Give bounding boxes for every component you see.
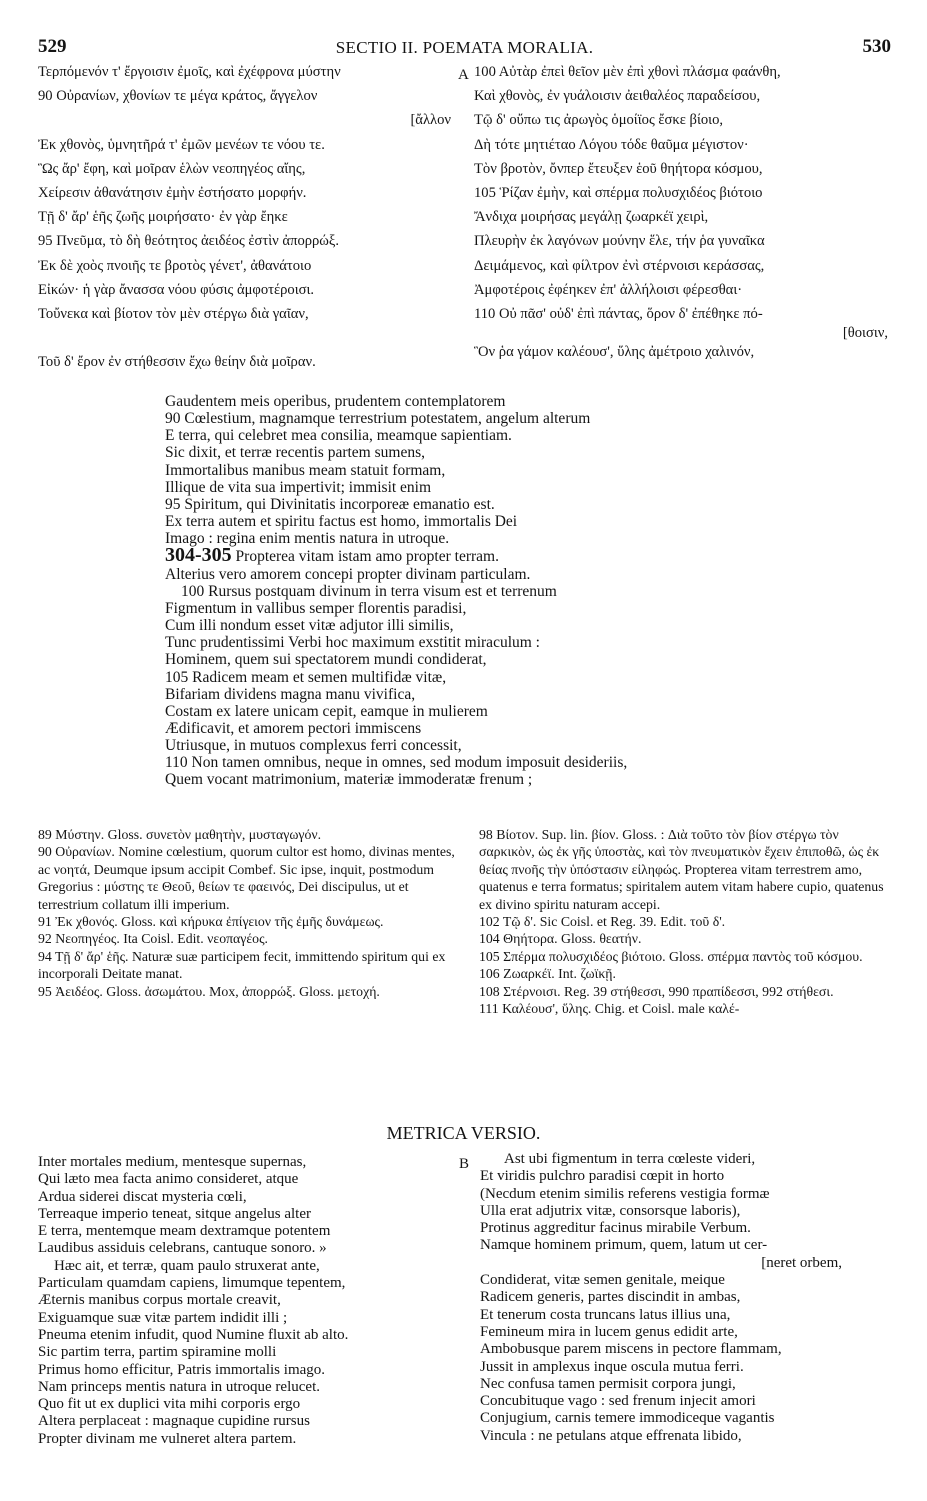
footnote: 94 Τῇ δ' ἄρ' ἑῆς. Naturæ suæ participem fecit, immittendo spiritum qui ex incorporali Deitate manat. [38, 948, 446, 982]
greek-line: Τὸν βροτὸν, ὄνπερ ἔτευξεν ἑοῦ θηήτορα κόσμου, [474, 160, 763, 177]
latin-line: Quem vocant matrimonium, materiæ immoderatæ frenum ; [165, 771, 533, 789]
page-header [38, 36, 891, 60]
greek-line: Καὶ χθονὸς, ἐν γυάλοισιν ἀειθαλέος παραδείσου, [474, 88, 761, 105]
latin-line: 105 Radicem meam et semen multifidæ vitæ, [165, 668, 447, 686]
metrical-version-right-column [480, 1151, 892, 1445]
footnote: 95 Ἀειδέος. Gloss. ἀσωμάτου. Mox, ἀπορρώξ. Gloss. μετοχή. [38, 983, 380, 999]
greek-text-left-column [38, 60, 471, 375]
verse-line: Altera perplaceat : magnaque cupidine rursus [38, 1413, 310, 1430]
footnotes-left-column [38, 826, 468, 1000]
greek-line: Εἰκών· ἡ γὰρ ἄνασσα νόου φύσις ἀμφοτέροισι. [38, 281, 315, 298]
verse-line: Jussit in amplexus inque oscula mutua ferri. [480, 1358, 744, 1375]
greek-line: Ἐκ δὲ χοὸς πνοιῆς τε βροτὸς γένετ', ἀθανάτοιο [38, 257, 312, 274]
greek-line: Τερπόμενόν τ' ἔργοισιν ἐμοῖς, καὶ ἐχέφρονα μύστην [38, 64, 341, 80]
greek-text-right-column [474, 60, 892, 364]
verse-line: Vincula : ne petulans atque effrenata libido, [480, 1427, 742, 1444]
verse-line: Primus homo efficitur, Patris immortalis imago. [38, 1361, 326, 1378]
greek-line: Τοῦ δ' ἔρον ἐν στήθεσσιν ἔχω θείην διὰ μοῖραν. [38, 354, 316, 371]
verse-line: Hæc ait, et terræ, quam paulo struxerat ante, [54, 1257, 320, 1274]
verse-line: Propter divinam me vulneret altera partem. [38, 1430, 297, 1447]
verse-line: Conjugium, carnis temere immodiceque vagantis [480, 1410, 775, 1427]
verse-line: E terra, mentemque meam dextramque potentem [38, 1223, 331, 1240]
latin-line: Sic dixit, et terræ recentis partem sumens, [165, 444, 425, 462]
footnote: 104 Θηήτορα. Gloss. θεατήν. [479, 931, 642, 947]
greek-line: Χείρεσιν ἀθανάτησιν ἐμὴν ἐστήσατο μορφήν. [38, 185, 307, 202]
verse-line: Ulla erat adjutrix vitæ, consorsque laboris), [480, 1202, 741, 1219]
greek-line: 105 Ῥίζαν ἐμὴν, καὶ σπέρμα πολυσχιδέος βιότοιο [474, 185, 763, 202]
verse-line: Protinus aggreditur facinus mirabile Verbum. [480, 1220, 751, 1237]
verse-line: Namque hominem primum, quem, latum ut cer- [480, 1237, 768, 1254]
page-number-left: 529 [38, 36, 67, 57]
footnote: 106 Ζωαρκέϊ. Int. ζωϊκῇ. [479, 966, 616, 982]
greek-line: Τῷ δ' οὔπω τις ἀρωγὸς ὁμοίϊος ἔσκε βίοιο, [474, 112, 724, 129]
greek-line: Τῇ δ' ἄρ' ἑῆς ζωῆς μοιρήσατο· ἐν γὰρ ἔηκε [38, 209, 288, 226]
footnote: 98 Βίοτον. Sup. lin. βίον. Gloss. : Διὰ τοῦτο τὸν βίον στέργω τὸν σαρκικὸν, ὡς ἐκ γῆς ὑποστὰς, καὶ τὸν πνευματικὸν ἔχειν ἐπιποθῶ, ὡς ἐκ θείας πνοῆς τὴν ὑπόστασιν εἰληφώς. Propterea vitam terrestrem amo, quatenus e terra formatus; spiritalem autem vitam habere cupio, quatenus ex divino spiritu naturam accepi. [479, 827, 884, 912]
margin-marker-a: A [458, 67, 469, 83]
latin-line: Utriusque, in mutuos complexus ferri concessit, [165, 737, 462, 755]
latin-line: E terra, qui celebret mea consilia, meamque sapientiam. [165, 427, 512, 445]
verse-line: Terreaque imperio teneat, sitque angelus alter [38, 1205, 311, 1222]
greek-line: Ἀμφοτέροις ἐφέηκεν ἐπ' ἀλλήλοισι φέρεσθαι· [474, 281, 743, 298]
footnote: 105 Σπέρμα πολυσχιδέος βιότοιο. Gloss. σπέρμα παντὸς τοῦ κόσμου. [479, 948, 863, 964]
margin-marker-b: B [459, 1156, 470, 1172]
latin-line: Tunc prudentissimi Verbi hoc maximum exstitit miraculum : [165, 634, 540, 652]
verse-line: Femineum mira in lucem genus edidit arte, [480, 1323, 738, 1340]
verse-line: Ast ubi figmentum in terra cœleste videri, [504, 1151, 756, 1167]
verse-line: Radicem generis, partes discindit in ambas, [480, 1289, 741, 1306]
footnote: 90 Οὐρανίων. Nomine cœlestium, quorum cultor est homo, divinas mentes, ac νοητά, Deumque ipsum accipit Combef. Sic ipse, inquit, postmodum Gregorius : μύστης τε Θεοῦ, θείων τε φαεινός, Dei discipulus, ut et terrestrium collatum illi imperium. [38, 844, 455, 912]
verse-line: (Necdum etenim similis referens vestigia formæ [480, 1185, 770, 1202]
verse-line: Inter mortales medium, mentesque supernas, [38, 1154, 307, 1170]
latin-line: Costam ex latere unicam cepit, eamque in mulierem [165, 702, 488, 720]
footnote: 102 Τῷ δ'. Sic Coisl. et Reg. 39. Edit. τοῦ δ'. [479, 914, 726, 930]
section-heading: METRICA VERSIO. [386, 1123, 541, 1143]
latin-line: 95 Spiritum, qui Divinitatis incorporeæ emanatio est. [165, 495, 495, 513]
latin-line: Gaudentem meis operibus, prudentem contemplatorem [165, 393, 506, 410]
latin-line: Alterius vero amorem concepi propter divinam particulam. [165, 565, 531, 583]
latin-line: Imago : regina enim mentis natura in utroque. [165, 530, 450, 548]
greek-line-blank [38, 326, 471, 350]
verse-line: Et tenerum costa truncans latus illius una, [480, 1306, 731, 1323]
page-number-right: 530 [862, 36, 891, 57]
latin-line: Illique de vita sua impertivit; immisit enim [165, 478, 432, 496]
greek-line: Πλευρὴν ἐκ λαγόνων μούνην ἕλε, τήν ῥα γυναῖκα [474, 233, 765, 250]
greek-line: Δειμάμενος, καὶ φίλτρον ἐνὶ στέρνοισι κεράσσας, [474, 257, 765, 274]
greek-line-continuation: [ἄλλον [410, 112, 451, 129]
verse-line: Qui læto mea facta animo consideret, atque [38, 1171, 299, 1188]
verse-line: Exiguamque suæ vitæ partem indidit illi ; [38, 1309, 288, 1326]
latin-line: 100 Rursus postquam divinum in terra visum est et terrenum [181, 582, 557, 600]
column-reference: 304-305 [165, 547, 232, 566]
greek-line: 90 Οὐρανίων, χθονίων τε μέγα κράτος, ἄγγελον [38, 88, 318, 105]
footnote: 91 Ἐκ χθονός. Gloss. καὶ κήρυκα ἐπίγειον τῆς ἐμῆς δυνάμεως. [38, 914, 384, 930]
greek-line-continuation: [θοισιν, [842, 326, 888, 341]
verse-line: Sic partim terra, partim spiramine molli [38, 1344, 277, 1361]
verse-line: Nam princeps mentis natura in utroque relucet. [38, 1378, 320, 1395]
footnote: 92 Νεοπηγέος. Ita Coisl. Edit. νεοπαγέος. [38, 931, 268, 947]
latin-line [165, 547, 865, 565]
running-title: SECTIO II. POEMATA MORALIA. [335, 38, 594, 57]
verse-line: Laudibus assiduis celebrans, cantuque sonoro. » [38, 1240, 327, 1257]
latin-translation [165, 393, 865, 789]
greek-line: Ἐκ χθονὸς, ὑμνητῆρά τ' ἐμῶν μενέων τε νόου τε. [38, 136, 325, 153]
greek-line: Ὃν ῥα γάμον καλέουσ', ὕλης ἀμέτροιο χαλινόν, [474, 344, 755, 361]
greek-line: 100 Αὐτὰρ ἐπεὶ θεῖον μὲν ἐπὶ χθονὶ πλάσμα φαάνθη, [474, 64, 781, 80]
footnote: 111 Καλέουσ', ὕλης. Chig. et Coisl. male καλέ- [479, 1001, 740, 1017]
verse-line: Pneuma etenim infudit, quod Numine fluxit ab alto. [38, 1326, 349, 1343]
verse-line: Particulam quamdam capiens, limumque tepentem, [38, 1275, 346, 1292]
greek-line: 110 Οὐ πᾶσ' οὐδ' ἐπὶ πάντας, ὅρον δ' ἐπέθηκε πό- [474, 306, 763, 323]
footnotes-right-column [479, 826, 891, 1017]
verse-line-continuation: [neret orbem, [761, 1254, 842, 1271]
latin-line: Ex terra autem et spiritu factus est homo, immortalis Dei [165, 513, 518, 531]
verse-line: Ardua siderei discat mysteria cœli, [38, 1188, 247, 1205]
verse-line: Et viridis pulchro paradisi cœpit in horto [480, 1168, 725, 1185]
latin-line: 110 Non tamen omnibus, neque in omnes, sed modum imposuit desideriis, [165, 754, 628, 772]
greek-line: Ἄνδιχα μοιρήσας μεγάλῃ ζωαρκέϊ χειρὶ, [474, 209, 709, 226]
verse-line: Concubituque vago : sed frenum injecit amori [480, 1393, 756, 1410]
latin-line: Immortalibus manibus meam statuit formam, [165, 461, 446, 479]
greek-line: Τοὔνεκα καὶ βίοτον τὸν μὲν στέργω διὰ γαῖαν, [38, 306, 309, 323]
latin-line-text: Propterea vitam istam amo propter terram. [235, 548, 499, 566]
footnote: 89 Μύστην. Gloss. συνετὸν μαθητὴν, μυσταγωγόν. [38, 827, 322, 842]
verse-line: Quo fit ut ex duplici vita mihi corporis ergo [38, 1396, 301, 1413]
latin-line: Figmentum in vallibus semper florentis paradisi, [165, 599, 467, 617]
metrical-version-left-column [38, 1154, 458, 1448]
latin-line: Hominem, quem sui spectatorem mundi condiderat, [165, 651, 487, 669]
verse-line: Æternis manibus corpus mortale creavit, [38, 1292, 281, 1309]
latin-line: 90 Cœlestium, magnamque terrestrium potestatem, angelum alterum [165, 410, 591, 428]
verse-line: Ambobusque parem miscens in pectore flammam, [480, 1341, 782, 1358]
verse-line: Nec confusa tamen permisit corpora jungi, [480, 1375, 736, 1392]
footnote: 108 Στέρνοισι. Reg. 39 στήθεσσι, 990 πραπίδεσσι, 992 στήθεσι. [479, 983, 834, 999]
greek-line: 95 Πνεῦμα, τὸ δὴ θεότητος ἀειδέος ἐστὶν ἀπορρώξ. [38, 233, 340, 250]
latin-line: Ædificavit, et amorem pectori immiscens [165, 719, 422, 737]
verse-line: Condiderat, vitæ semen genitale, meique [480, 1272, 725, 1289]
latin-line: Bifariam dividens magna manu vivifica, [165, 685, 416, 703]
greek-line: Δὴ τότε μητιέταο Λόγου τόδε θαῦμα μέγιστον· [474, 136, 749, 153]
latin-line: Cum illi nondum esset vitæ adjutor illi similis, [165, 617, 454, 635]
greek-line: Ὣς ἄρ' ἔφη, καὶ μοῖραν ἑλὼν νεοπηγέος αἴης, [38, 160, 306, 177]
